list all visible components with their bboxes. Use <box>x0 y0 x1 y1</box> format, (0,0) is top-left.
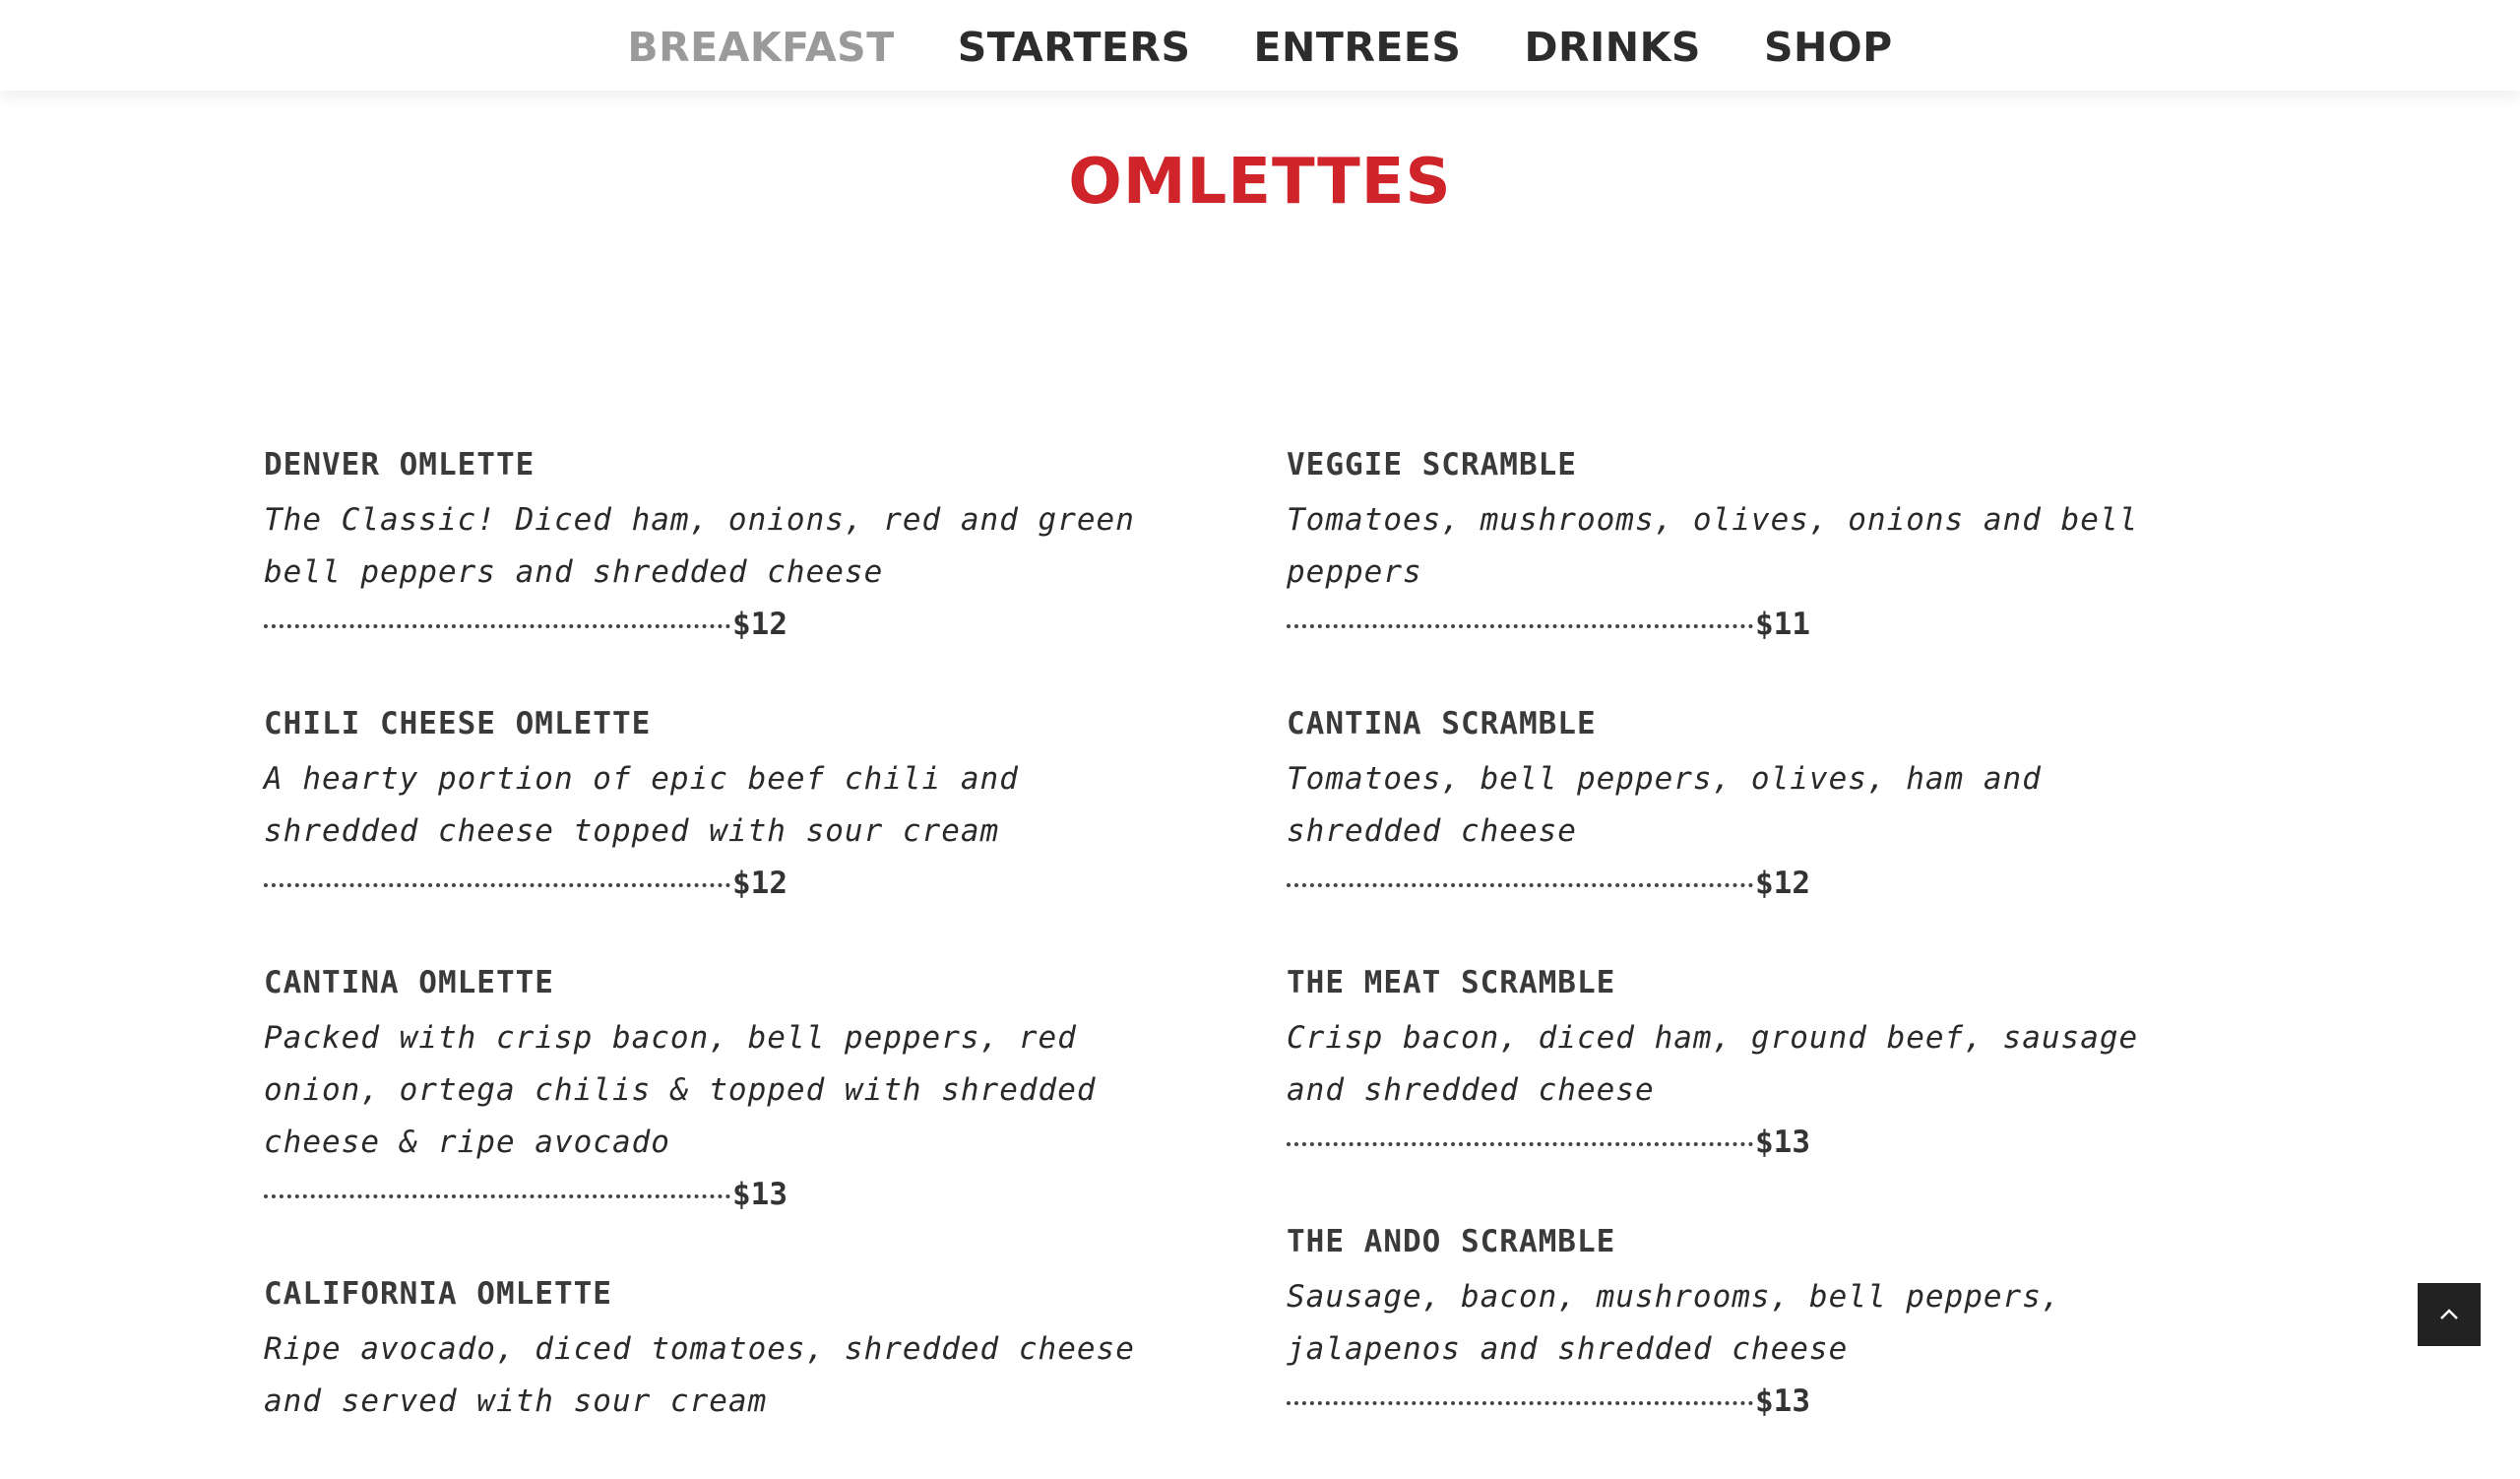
menu-column-left <box>264 443 1209 1479</box>
menu-item-price-line <box>1287 599 2232 651</box>
menu-item-name: DENVER OMLETTE <box>264 447 536 482</box>
nav-item-entrees[interactable]: ENTREES <box>1253 24 1462 71</box>
section-title: OMLETTES <box>1068 146 1452 219</box>
menu-item <box>1287 961 2232 1169</box>
menu-item-price: $12 <box>1755 866 1810 901</box>
menu-item <box>1287 443 2232 651</box>
menu-item <box>264 961 1209 1221</box>
menu-item-price: $11 <box>1755 607 1810 642</box>
menu-item-description: Ripe avocado, diced tomatoes, shredded cheese and served with sour cream <box>264 1331 1135 1419</box>
menu-item-price: $13 <box>1755 1383 1810 1419</box>
menu-item <box>264 443 1209 651</box>
menu-item-name: CHILI CHEESE OMLETTE <box>264 706 652 741</box>
menu-item <box>264 702 1209 910</box>
menu-item-name: CALIFORNIA OMLETTE <box>264 1276 612 1312</box>
price-leader-dots <box>264 877 730 887</box>
chevron-up-icon <box>2439 1309 2459 1320</box>
price-leader-dots <box>1287 877 1753 887</box>
scroll-to-top-button[interactable] <box>2418 1283 2481 1346</box>
menu-item-price-line <box>1287 1117 2232 1169</box>
menu-item <box>264 1272 1209 1428</box>
menu-item-price-line <box>264 599 1209 651</box>
menu-item-price-line <box>1287 1376 2232 1428</box>
menu-item-price: $12 <box>732 607 788 642</box>
menu-item-name: THE MEAT SCRAMBLE <box>1287 965 1616 1000</box>
nav-item-drinks[interactable]: DRINKS <box>1524 24 1701 71</box>
nav-item-shop[interactable]: SHOP <box>1763 24 1893 71</box>
menu-item <box>1287 702 2232 910</box>
price-leader-dots <box>264 1189 730 1198</box>
top-navbar <box>0 0 2520 91</box>
menu-item-price-line <box>264 1169 1209 1221</box>
menu-item <box>1287 1220 2232 1428</box>
price-leader-dots <box>1287 1136 1753 1146</box>
menu-item-price-line <box>1287 858 2232 910</box>
menu-item-name: THE ANDO SCRAMBLE <box>1287 1224 1616 1259</box>
menu-item-description: A hearty portion of epic beef chili and shredded cheese topped with sour cream <box>264 761 1019 849</box>
price-leader-dots <box>1287 1395 1753 1405</box>
menu-item-description: Sausage, bacon, mushrooms, bell peppers, jalapenos and shredded cheese <box>1287 1279 2061 1367</box>
menu-item-description: Tomatoes, bell peppers, olives, ham and shredded cheese <box>1287 761 2042 849</box>
menu-column-right <box>1287 443 2232 1479</box>
menu-item-name: CANTINA OMLETTE <box>264 965 554 1000</box>
menu-item-price: $13 <box>732 1177 788 1212</box>
menu-item-description: Packed with crisp bacon, bell peppers, red onion, ortega chilis & topped with shredded cheese & ripe avocado <box>264 1020 1097 1160</box>
menu-item-description: Tomatoes, mushrooms, olives, onions and bell peppers <box>1287 502 2139 590</box>
menu-item-name: VEGGIE SCRAMBLE <box>1287 447 1577 482</box>
nav-item-starters[interactable]: STARTERS <box>957 24 1191 71</box>
menu-item-price-line <box>264 858 1209 910</box>
menu-item-description: Crisp bacon, diced ham, ground beef, sausage and shredded cheese <box>1287 1020 2139 1108</box>
menu-item-description: The Classic! Diced ham, onions, red and green bell peppers and shredded cheese <box>264 502 1135 590</box>
price-leader-dots <box>1287 618 1753 628</box>
menu-item-name: CANTINA SCRAMBLE <box>1287 706 1597 741</box>
menu-item-price: $12 <box>732 866 788 901</box>
nav-item-breakfast[interactable]: BREAKFAST <box>627 24 895 71</box>
price-leader-dots <box>264 618 730 628</box>
menu-item-price: $13 <box>1755 1125 1810 1160</box>
